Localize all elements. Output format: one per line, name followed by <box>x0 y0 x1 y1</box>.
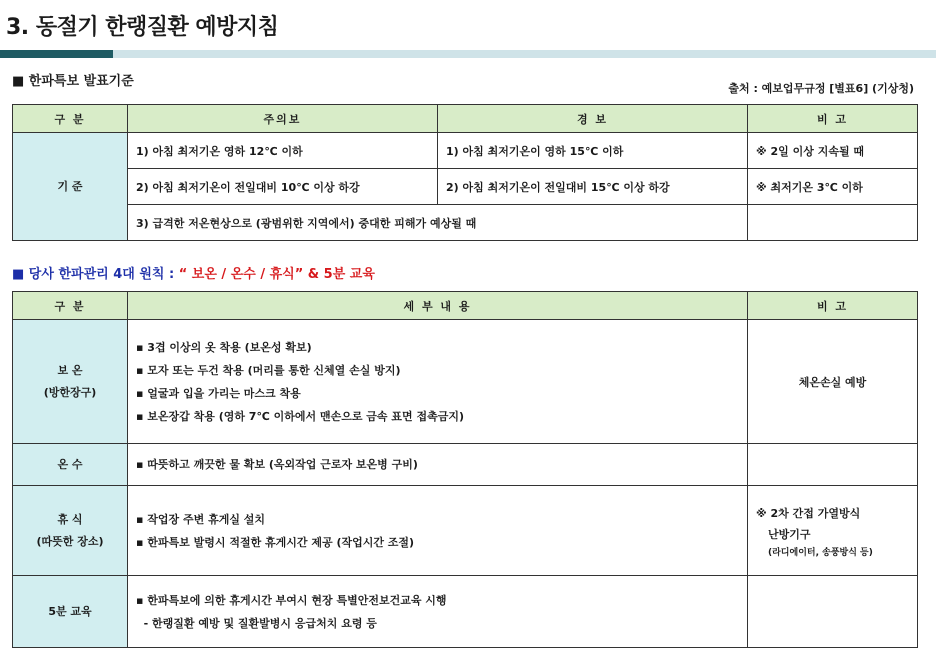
header-warning: 경 보 <box>438 105 748 133</box>
hot-water-details <box>128 444 748 486</box>
remark-1: ※ 2일 이상 지속될 때 <box>748 133 918 169</box>
advisory-criterion-2: 2) 아침 최저기온이 전일대비 10℃ 이상 하강 <box>128 169 438 205</box>
rest-note-line2: 난방기구 <box>768 528 811 541</box>
hot-water-note <box>748 444 918 486</box>
header2-category: 구 분 <box>13 292 128 320</box>
remark-3 <box>748 205 918 241</box>
list-item: ▪ 얼굴과 입을 가리는 마스크 착용 <box>136 386 301 400</box>
five-min-education-details <box>128 576 748 648</box>
list-item: ▪ 한파특보에 의한 휴게시간 부여시 현장 특별안전보건교육 시행 <box>136 593 447 607</box>
advisory-criterion-1: 1) 아침 최저기온 영하 12℃ 이하 <box>128 133 438 169</box>
remark-2: ※ 최저기온 3℃ 이하 <box>748 169 918 205</box>
list-item: ▪ 따뜻하고 깨끗한 물 확보 (옥외작업 근로자 보온병 구비) <box>136 458 418 471</box>
title-underline <box>0 50 936 58</box>
five-min-education-label: 5분 교육 <box>13 576 128 648</box>
header2-remarks: 비 고 <box>748 292 918 320</box>
cold-wave-criteria-table <box>12 104 918 241</box>
section1-heading: ■ 한파특보 발표기준 <box>12 74 134 89</box>
common-criterion-3: 3) 급격한 저온현상으로 (광범위한 지역에서) 중대한 피해가 예상될 때 <box>128 205 748 241</box>
rest-note-line3: (라디에이터, 송풍방식 등) <box>768 548 873 558</box>
list-item: ▪ 3겹 이상의 옷 착용 (보온성 확보) <box>136 340 312 354</box>
cold-management-principles-table <box>12 291 918 648</box>
header-advisory: 주의보 <box>128 105 438 133</box>
hot-water-label: 온 수 <box>13 444 128 486</box>
list-item: ▪ 모자 또는 두건 착용 (머리를 통한 신체열 손실 방지) <box>136 363 401 377</box>
header-remarks: 비 고 <box>748 105 918 133</box>
page-title: 3. 동절기 한랭질환 예방지침 <box>6 15 279 40</box>
warning-criterion-2: 2) 아침 최저기온이 전일대비 15℃ 이상 하강 <box>438 169 748 205</box>
warmth-note: 체온손실 예방 <box>748 320 918 444</box>
title-underline-accent <box>0 50 113 58</box>
criteria-label: 기 준 <box>13 133 128 241</box>
source-note: 출처 : 예보업무규정 [별표6] (기상청) <box>728 82 914 95</box>
rest-label: 휴 식 <box>57 512 83 526</box>
section2-heading-principles: “ 보온 / 온수 / 휴식” & 5분 교육 <box>174 267 375 282</box>
header2-details: 세 부 내 용 <box>128 292 748 320</box>
list-item: ▪ 작업장 주변 휴게실 설치 <box>136 512 266 526</box>
warmth-label: 보 온 <box>57 363 83 377</box>
five-min-education-note <box>748 576 918 648</box>
row-label-warmth <box>13 320 128 444</box>
list-item: ▪ 보온장갑 착용 (영하 7℃ 이하에서 맨손으로 금속 표면 접촉금지) <box>136 409 464 423</box>
header-category: 구 분 <box>13 105 128 133</box>
row-label-rest <box>13 486 128 576</box>
rest-note <box>748 486 918 576</box>
section2-heading-main: ■ 당사 한파관리 4대 원칙 : <box>12 267 175 282</box>
list-item: - 한랭질환 예방 및 질환발병시 응급처치 요령 등 <box>136 616 377 630</box>
section2-heading <box>12 263 375 282</box>
rest-sublabel: (따뜻한 장소) <box>36 534 104 548</box>
warning-criterion-1: 1) 아침 최저기온이 영하 15℃ 이하 <box>438 133 748 169</box>
rest-note-line1: ※ 2차 간접 가열방식 <box>756 507 861 520</box>
warmth-details <box>128 320 748 444</box>
rest-details <box>128 486 748 576</box>
list-item: ▪ 한파특보 발령시 적절한 휴게시간 제공 (작업시간 조절) <box>136 535 415 549</box>
warmth-sublabel: (방한장구) <box>43 385 97 399</box>
